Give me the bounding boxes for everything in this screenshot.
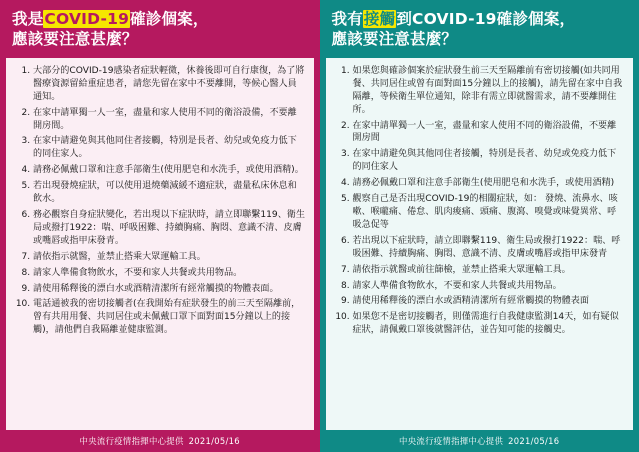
list-item: 7. 請依指示就醫，並禁止搭乘大眾運輸工具。 [33,251,306,264]
list-item: 2. 在家中請單獨一人一室，盡量和家人使用不同的衛浴設備，不要離開房間 [353,120,626,146]
footer-source-left: 中央流行疫情指揮中心提供 [79,436,184,446]
footer-date-left: 2021/05/16 [188,436,240,446]
list-item: 2. 在家中請單獨一人一室，盡量和家人使用不同的衛浴設備，不要離開房間。 [33,107,306,133]
list-item: 9. 請使用稀釋後的漂白水或酒精清潔所有經常觸摸的物體表面。 [33,283,306,296]
title-right-post: 確診個案， [496,10,576,28]
panel-left-footer [0,430,320,452]
title-left-post: 確診個案， [130,10,209,28]
title-left-pre: 我是 [12,10,44,28]
list-item: 4. 請務必佩戴口罩和注意手部衛生(使用肥皂和水洗手，或使用酒精) [353,177,626,190]
list-item: 8. 請家人準備食物飲水，不要和家人共餐或共用物品。 [353,280,626,293]
list-item: 5. 若出現發燒症狀，可以使用退燒藥減緩不適症狀，盡量私床休息和飲水。 [33,180,306,206]
title-right-mid: 到COVID-19 [396,10,497,28]
panel-left-title-line1 [12,9,308,29]
list-item: 1. 如果您與確診個案於症狀發生前三天至隔離前有密切接觸(如共同用餐、共同居住或曾有面對面15分鐘以上的接觸)，請先留在家中自我隔離，等候衛生單位通知，除非有需立即就醫需求，請不要離開住所。 [353,65,626,117]
list-item: 6. 若出現以下症狀時，請立即聯繫119、衛生局或撥打1922：喘、呼吸困難、持續胸痛、胸悶、意識不清、皮膚或嘴唇或指甲床發青 [353,235,626,261]
panel-contact-case [320,0,639,452]
list-item: 3. 在家中請避免與其他同住者接觸，特別是長者、幼兒或免疫力低下的同住家人 [353,148,626,174]
title-left-highlight: COVID-19 [44,10,130,28]
panel-left-header [0,0,320,58]
title-right-pre: 我有 [331,10,363,28]
list-item: 4. 請務必佩戴口罩和注意手部衛生(使用肥皂和水洗手，或使用酒精)。 [33,164,306,177]
list-item: 7. 請依指示就醫或前往篩檢，並禁止搭乘大眾運輸工具。 [353,264,626,277]
title-right-highlight: 接觸 [363,10,396,28]
panel-left-list [10,65,306,337]
panel-left-body [6,58,314,430]
list-item: 10. 電話通被我的密切接觸者(在我開始有症狀發生的前三天至隔離前，曾有共用用餐、共同居住或未佩戴口罩下面對面15分鐘以上的接觸)，請他們自我隔離並健康監測。 [33,298,306,337]
footer-source-right: 中央流行疫情指揮中心提供 [399,436,504,446]
list-item: 9. 請使用稀釋後的漂白水或酒精清潔所有經常觸摸的物體表面 [353,295,626,308]
panel-left-title-line2: 應該要注意甚麼？ [12,30,138,49]
list-item: 1. 大部分的COVID-19感染者症狀輕微，休養後即可自行康復，為了將醫療資源留給重症患者，請您先留在家中不要離開，等候心醫人員通知。 [33,65,306,104]
list-item: 5. 觀察自己是否出現COVID-19的相關症狀，如： 發燒、流鼻水、咳嗽、喉嚨痛、倦怠、肌肉痠痛、頭痛、腹瀉、嗅覺或味覺異常、呼吸急促等 [353,193,626,232]
panel-right-header [320,0,639,58]
panel-right-footer [320,430,639,452]
footer-date-right: 2021/05/16 [508,436,560,446]
panel-right-title-line2: 應該要注意甚麼？ [331,30,458,49]
list-item: 6. 務必觀察自身症狀變化，若出現以下症狀時，請立即聯繫119、衛生局或撥打1922：喘、呼吸困難、持續胸痛、胸悶、意識不清、皮膚或嘴唇或指甲床發青。 [33,209,306,248]
list-item: 3. 在家中請避免與其他同住者接觸，特別是長者、幼兒或免疫力低下的同住家人。 [33,135,306,161]
list-item: 8. 請家人準備食物飲水，不要和家人共餐或共用物品。 [33,267,306,280]
panel-right-body [326,58,634,430]
panel-right-title-line1 [332,9,628,29]
panel-right-list [330,65,626,337]
list-item: 10. 如果您不是密切接觸者，則僅需進行自我健康監測14天，如有疑似症狀，請佩戴口罩後就醫評估，並告知可能的接觸史。 [353,311,626,337]
